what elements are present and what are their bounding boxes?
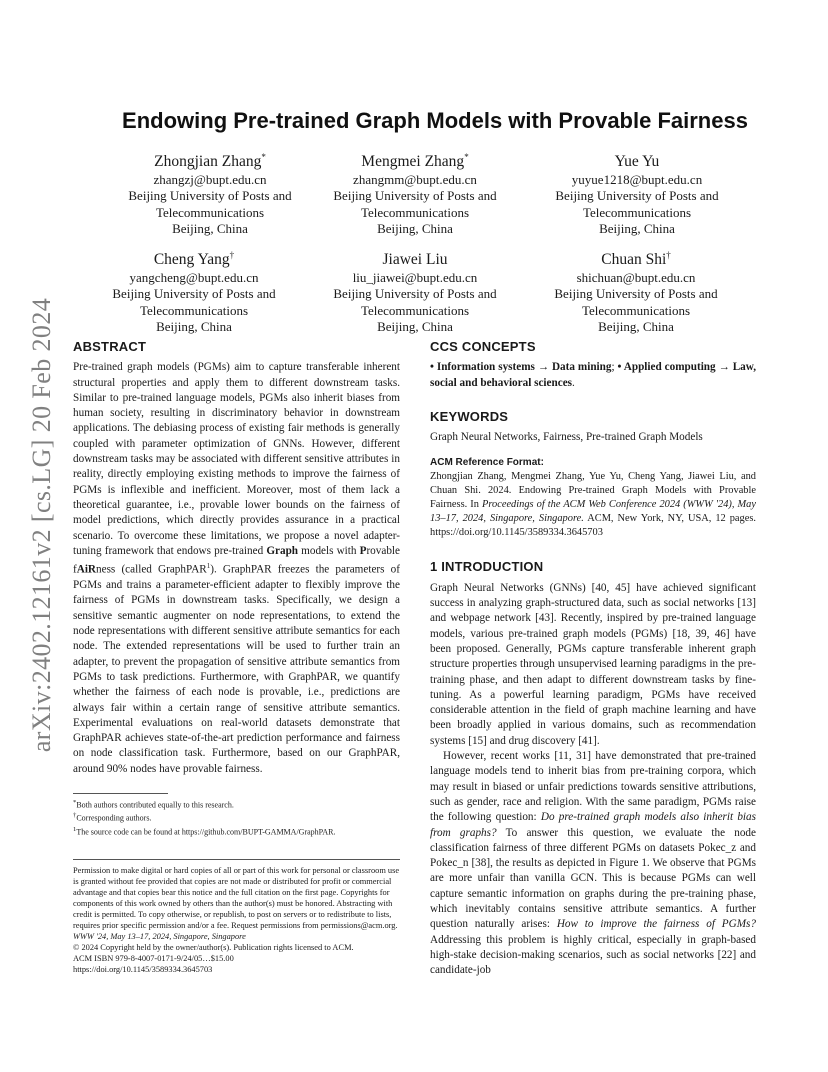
author-location: Beijing, China [599, 221, 675, 237]
footnote-rule [73, 793, 168, 794]
paper-title: Endowing Pre-trained Graph Models with Provable Fairness [122, 108, 748, 133]
author-block [79, 246, 309, 335]
author-mark: * [464, 152, 469, 162]
author-affiliation: Telecommunications [360, 302, 470, 318]
keywords-heading: KEYWORDS [430, 408, 509, 424]
author-affiliation: Telecommunications [360, 204, 470, 220]
footnote[interactable]: $^1$The source code can be found at https://github.com/BUPT-GAMMA/GraphPAR. [73, 825, 336, 837]
author-block [522, 148, 752, 237]
author-block [521, 246, 751, 335]
intro-heading: 1 INTRODUCTION [430, 559, 544, 575]
left-column [73, 339, 400, 975]
isbn: ACM ISBN 979-8-4007-0171-9/24/05…$15.00 [73, 953, 234, 963]
keywords-text: Graph Neural Networks, Fairness, Pre-trained Graph Models [430, 431, 703, 444]
author-name: Zhongjian Zhang* [154, 152, 266, 171]
author-affiliation: Telecommunications [582, 204, 692, 220]
author-name: Yue Yu [614, 153, 660, 171]
author-email[interactable]: zhangmm@bupt.edu.cn [353, 172, 477, 188]
author-email[interactable]: liu_jiawei@bupt.edu.cn [352, 270, 478, 286]
acm-reference [430, 456, 756, 540]
author-location: Beijing, China [377, 221, 453, 237]
author-block [300, 148, 530, 237]
author-email[interactable]: zhangzj@bupt.edu.cn [153, 172, 267, 188]
copyright: © 2024 Copyright held by the owner/author(s). Publication rights licensed to ACM. [73, 942, 354, 952]
doi-link[interactable]: https://doi.org/10.1145/3589334.3645703 [73, 964, 213, 974]
ccs-concepts: • Information systems → Data mining; • Applied computing → Law, social and behavioral sciences. [430, 361, 757, 389]
author-block [300, 246, 530, 335]
footnote: *Both authors contributed equally to this research. [73, 799, 234, 810]
author-mark: † [229, 250, 235, 260]
author-affiliation: Beijing University of Posts and [554, 286, 718, 302]
author-name: Chuan Shi† [601, 250, 671, 269]
author-affiliation: Telecommunications [155, 204, 265, 220]
author-email[interactable]: yangcheng@bupt.edu.cn [129, 270, 259, 286]
author-affiliation: Telecommunications [581, 302, 691, 318]
author-mark: † [666, 250, 671, 260]
author-affiliation: Beijing University of Posts and [555, 188, 719, 204]
author-location: Beijing, China [377, 319, 453, 335]
author-affiliation: Beijing University of Posts and [128, 188, 292, 204]
acm-reference-label: ACM Reference Format: [430, 457, 544, 469]
author-email[interactable]: yuyue1218@bupt.edu.cn [571, 172, 703, 188]
venue: WWW '24, May 13–17, 2024, Singapore, Singapore [73, 931, 246, 941]
author-location: Beijing, China [598, 319, 674, 335]
arxiv-id: arXiv:2402.12161v2 [cs.LG] 20 Feb 2024 [27, 297, 56, 753]
author-location: Beijing, China [156, 319, 232, 335]
right-column [430, 339, 756, 979]
permission-text: Permission to make digital or hard copies of all or part of this work for personal or classroom use is granted without fee provided that copies are not made or distributed for profit or commercial advantage and that copies bear this notice and the full citation on the first page. Copyrights for components of this work owned by others than the author(s) must be honored. Abstracting with credit is permitted. To copy otherwise, or republish, to post on servers or to redistribute to lists, requires prior specific permission and/or a fee. Request permissions from permissions@acm.org. [73, 865, 400, 930]
footnote: †Corresponding authors. [73, 812, 152, 823]
author-block [95, 148, 325, 237]
abstract-heading: ABSTRACT [73, 339, 147, 354]
permission-rule [73, 859, 400, 860]
author-affiliation: Beijing University of Posts and [333, 286, 497, 302]
author-name: Cheng Yang† [153, 250, 235, 269]
acm-reference-text: Zhongjian Zhang, Mengmei Zhang, Yue Yu, Cheng Yang, Jiawei Liu, and Chuan Shi. 2024. Endowing Pre-trained Graph Models with Provable Fairness. In Proceedings of the ACM Web Conference 2024 (WWW '24), May 13–17, 2024, Singapore, Singapore. ACM, New York, NY, USA, 12 pages. https://doi.org/10.1145/3589334.3645703 [430, 471, 756, 539]
author-mark: * [261, 152, 266, 162]
author-email[interactable]: shichuan@bupt.edu.cn [576, 270, 696, 286]
author-name: Jiawei Liu [382, 251, 448, 269]
ccs-heading: CCS CONCEPTS [430, 339, 536, 354]
author-name: Mengmei Zhang* [361, 152, 469, 171]
intro-paragraph: However, recent works [11, 31] have demonstrated that pre-trained language models tend to inherit bias from pre-training corpora, which may result in biased or unfair predictions towards sensitive attributions, such as gender, race and religion. With the same paradigm, PGMs raise the following question: Do pre-trained graph models also inherit bias from graphs? To answer this question, we evaluate the node classification fairness of three different PGMs on datasets Pokec_z and Pokec_n [38], the results as depicted in Figure 1. We observe that PGMs are more unfair than vanilla GCN. This is because PGMs can well capture semantic information on graphs during the pre-training phase, which inevitably contains sensitive attribute semantics. A further question naturally arises: How to improve the fairness of PGMs? Addressing this problem is highly critical, especially in graph-based high-stake decision-making scenarios, such as social networks [22] and candidate-job [430, 750, 756, 977]
author-location: Beijing, China [172, 221, 248, 237]
author-affiliation: Beijing University of Posts and [333, 188, 497, 204]
abstract-text: Pre-trained graph models (PGMs) aim to capture transferable inherent structural properties and apply them to different downstream tasks. Similar to pre-trained language models, PGMs also inherit biases from human society, resulting in discriminatory behavior in downstream applications. The debiasing process of existing fair methods is generally coupled with parameter optimization of GNNs. However, different downstream tasks may be associated with different sensitive attributes in reality, directly employing existing methods to improve the fairness of PGMs is inflexible and inefficient. Moreover, most of them lack a theoretical guarantee, i.e., provable lower bounds on the fairness of model predictions, which directly provides assurance in a practical scenario. To overcome these limitations, we propose a novel adapter-tuning framework that endows pre-trained Graph models with Provable fAiRness (called GraphPAR$^1$). GraphPAR freezes the parameters of PGMs and trains a parameter-efficient adapter to flexibly improve the fairness of PGMs in downstream tasks. Specifically, we design a sensitive semantic augmenter on node representations, to extend the node representations with different sensitive attribute semantics for each node. The extended representations will be used to further train an adapter, to prevent the propagation of sensitive attribute semantics from PGMs to task predictions. Furthermore, with GraphPAR, we quantify whether the fairness of each node is provable, i.e., predictions are always fair within a certain range of sensitive attribute semantics. Experimental evaluations on real-world datasets demonstrate that GraphPAR achieves state-of-the-art prediction performance and fairness on node classification task. Furthermore, based on our GraphPAR, around 90% nodes have provable fairness. [73, 361, 400, 775]
permission-block [73, 859, 400, 975]
intro-paragraph: Graph Neural Networks (GNNs) [40, 45] have achieved significant success in analyzing graph-structured data, such as social networks [13] and webpage network [43]. Recently, inspired by pre-trained language models, various pre-trained graph models (PGMs) [18, 39, 46] have been proposed. Generally, PGMs capture transferable inherent graph structure properties through unsupervised learning paradigms in the pre-training phase, and then adapt to different downstream tasks by fine-tuning. As a powerful learning paradigm, PGMs have received considerable attention in the field of graph machine learning and have been broadly applied in various domains, such as recommendation systems [15] and drug discovery [41]. [430, 581, 756, 747]
author-affiliation: Beijing University of Posts and [112, 286, 276, 302]
author-affiliation: Telecommunications [139, 302, 249, 318]
arxiv-watermark [22, 290, 62, 760]
